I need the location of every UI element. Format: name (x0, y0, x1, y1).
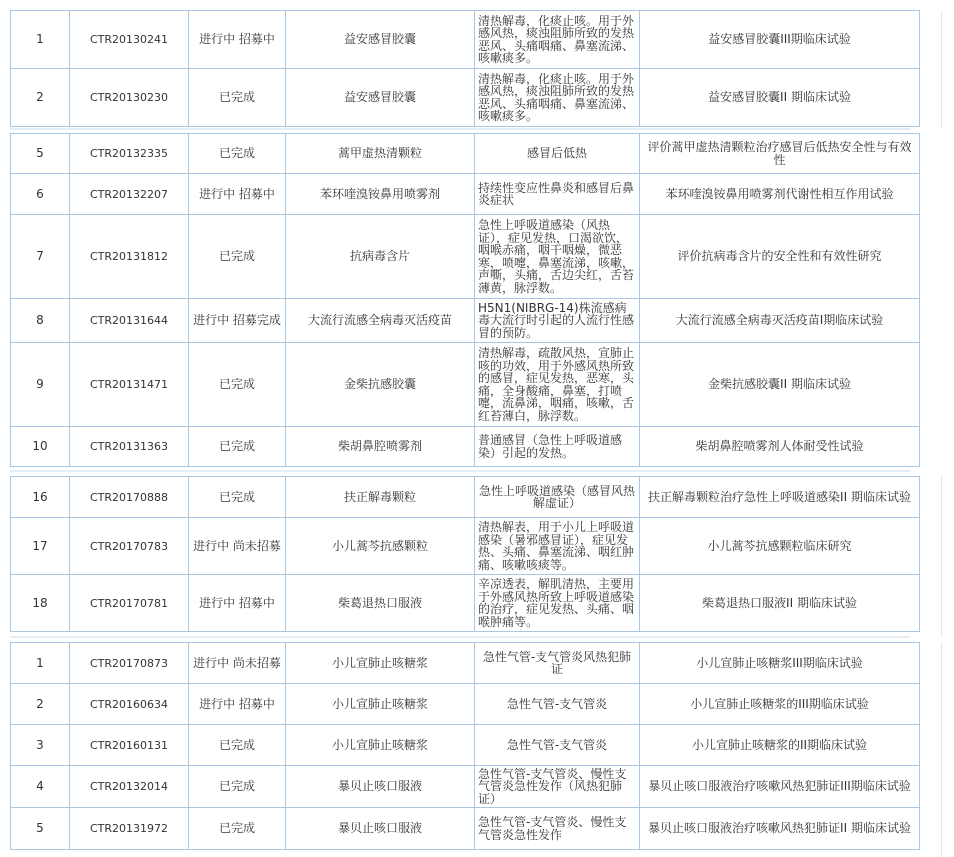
drug-name: 扶正解毒颗粒 (286, 477, 475, 518)
trial-table-group-3 (10, 476, 920, 632)
trial-title: 暴贝止咳口服液治疗咳嗽风热犯肺证III期临床试验 (640, 766, 920, 808)
trial-title: 大流行流感全病毒灭活疫苗I期临床试验 (640, 299, 920, 343)
trial-title: 金柴抗感胶囊II 期临床试验 (640, 343, 920, 427)
indication: 清热解毒，化痰止咳。用于外感风热，痰浊阻肺所致的发热恶风、头痛咽痛、鼻塞流涕、咳嗽痰多。 (475, 11, 640, 69)
registration-code: CTR20131644 (70, 299, 189, 343)
trial-status: 已完成 (189, 215, 286, 299)
indication: 清热解表，用于小儿上呼吸道感染（暑邪感冒证），症见发热、头痛、鼻塞流涕、咽红肿痛、咳嗽咳痰等。 (475, 518, 640, 575)
table-row (11, 684, 920, 725)
trial-status: 已完成 (189, 725, 286, 766)
trial-title: 益安感冒胶囊II 期临床试验 (640, 69, 920, 127)
trial-status: 进行中 招募中 (189, 684, 286, 725)
table-row (11, 69, 920, 127)
table-row (11, 299, 920, 343)
trial-title: 小儿宣肺止咳糖浆III期临床试验 (640, 643, 920, 684)
indication: H5N1(NIBRG-14)株流感病毒大流行时引起的人流行性感冒的预防。 (475, 299, 640, 343)
trial-title: 小儿蒿芩抗感颗粒临床研究 (640, 518, 920, 575)
drug-name: 暴贝止咳口服液 (286, 808, 475, 850)
registration-code: CTR20131363 (70, 427, 189, 467)
table-row (11, 215, 920, 299)
trial-title: 评价蒿甲虚热清颗粒治疗感冒后低热安全性与有效性 (640, 134, 920, 174)
trial-title: 柴葛退热口服液II 期临床试验 (640, 575, 920, 632)
registration-code: CTR20132207 (70, 174, 189, 215)
trial-table-group-4 (10, 642, 920, 850)
indication: 急性气管-支气管炎、慢性支气管炎急性发作 (475, 808, 640, 850)
table-row (11, 725, 920, 766)
registration-code: CTR20160131 (70, 725, 189, 766)
row-number: 4 (11, 766, 70, 808)
table-row (11, 11, 920, 69)
registration-code: CTR20131812 (70, 215, 189, 299)
drug-name: 苯环喹溴铵鼻用喷雾剂 (286, 174, 475, 215)
trial-status: 进行中 招募完成 (189, 299, 286, 343)
row-number: 6 (11, 174, 70, 215)
trial-title: 评价抗病毒含片的安全性和有效性研究 (640, 215, 920, 299)
indication: 急性气管-支气管炎风热犯肺证 (475, 643, 640, 684)
table-row (11, 575, 920, 632)
trial-status: 已完成 (189, 477, 286, 518)
indication: 辛凉透表，解肌清热，主要用于外感风热所致上呼吸道感染的治疗，症见发热、头痛、咽喉肿痛等。 (475, 575, 640, 632)
drug-name: 益安感冒胶囊 (286, 11, 475, 69)
drug-name: 小儿宣肺止咳糖浆 (286, 725, 475, 766)
registration-code: CTR20130241 (70, 11, 189, 69)
indication: 急性气管-支气管炎 (475, 725, 640, 766)
row-number: 1 (11, 643, 70, 684)
trial-status: 进行中 尚未招募 (189, 643, 286, 684)
drug-name: 大流行流感全病毒灭活疫苗 (286, 299, 475, 343)
trial-title: 扶正解毒颗粒治疗急性上呼吸道感染II 期临床试验 (640, 477, 920, 518)
row-number: 17 (11, 518, 70, 575)
table-row (11, 477, 920, 518)
drug-name: 益安感冒胶囊 (286, 69, 475, 127)
row-number: 3 (11, 725, 70, 766)
row-number: 5 (11, 134, 70, 174)
trial-title: 暴贝止咳口服液治疗咳嗽风热犯肺证II 期临床试验 (640, 808, 920, 850)
row-number: 16 (11, 477, 70, 518)
table-row (11, 766, 920, 808)
indication: 清热解毒，疏散风热，宣肺止咳的功效，用于外感风热所致的感冒，症见发热，恶寒，头痛，全身酸痛，鼻塞，打喷嚏，流鼻涕，咽痛，咳嗽，舌红苔薄白，脉浮数。 (475, 343, 640, 427)
table-row (11, 808, 920, 850)
section-divider (10, 128, 910, 130)
table-row (11, 343, 920, 427)
registration-code: CTR20132014 (70, 766, 189, 808)
registration-code: CTR20170781 (70, 575, 189, 632)
trial-title: 小儿宣肺止咳糖浆的III期临床试验 (640, 684, 920, 725)
row-number: 1 (11, 11, 70, 69)
trial-status: 已完成 (189, 343, 286, 427)
registration-code: CTR20160634 (70, 684, 189, 725)
row-number: 2 (11, 69, 70, 127)
trial-title: 益安感冒胶囊III期临床试验 (640, 11, 920, 69)
row-number: 2 (11, 684, 70, 725)
trial-status: 已完成 (189, 427, 286, 467)
section-divider (10, 636, 910, 638)
page-edge-rule (941, 476, 942, 636)
registration-code: CTR20131972 (70, 808, 189, 850)
table-row (11, 134, 920, 174)
trial-status: 已完成 (189, 808, 286, 850)
trial-status: 进行中 尚未招募 (189, 518, 286, 575)
indication: 清热解毒，化痰止咳。用于外感风热，痰浊阻肺所致的发热恶风、头痛咽痛、鼻塞流涕、咳嗽痰多。 (475, 69, 640, 127)
row-number: 18 (11, 575, 70, 632)
row-number: 7 (11, 215, 70, 299)
trial-table-group-1 (10, 10, 920, 127)
drug-name: 蒿甲虚热清颗粒 (286, 134, 475, 174)
row-number: 9 (11, 343, 70, 427)
trial-title: 苯环喹溴铵鼻用喷雾剂代谢性相互作用试验 (640, 174, 920, 215)
drug-name: 小儿蒿芩抗感颗粒 (286, 518, 475, 575)
row-number: 5 (11, 808, 70, 850)
registration-code: CTR20170783 (70, 518, 189, 575)
registration-code: CTR20170888 (70, 477, 189, 518)
registration-code: CTR20170873 (70, 643, 189, 684)
trial-title: 小儿宣肺止咳糖浆的II期临床试验 (640, 725, 920, 766)
trial-status: 进行中 招募中 (189, 11, 286, 69)
page-edge-rule (941, 12, 942, 128)
section-divider (10, 470, 910, 472)
trial-status: 已完成 (189, 766, 286, 808)
indication: 急性气管-支气管炎、慢性支气管炎急性发作（风热犯肺证） (475, 766, 640, 808)
drug-name: 金柴抗感胶囊 (286, 343, 475, 427)
drug-name: 抗病毒含片 (286, 215, 475, 299)
drug-name: 柴胡鼻腔喷雾剂 (286, 427, 475, 467)
row-number: 8 (11, 299, 70, 343)
table-row (11, 643, 920, 684)
drug-name: 柴葛退热口服液 (286, 575, 475, 632)
page-edge-rule (941, 642, 942, 857)
indication: 急性上呼吸道感染（风热证），症见发热，口渴欲饮，咽喉赤痛，咽干咽燥，微恶寒，喷嚏，鼻塞流涕，咳嗽，声嘶，头痛，舌边尖红，舌苔薄黄，脉浮数。 (475, 215, 640, 299)
drug-name: 暴贝止咳口服液 (286, 766, 475, 808)
indication: 急性气管-支气管炎 (475, 684, 640, 725)
indication: 感冒后低热 (475, 134, 640, 174)
indication: 普通感冒（急性上呼吸道感染）引起的发热。 (475, 427, 640, 467)
indication: 急性上呼吸道感染（感冒风热解虚证） (475, 477, 640, 518)
drug-name: 小儿宣肺止咳糖浆 (286, 643, 475, 684)
row-number: 10 (11, 427, 70, 467)
table-row (11, 427, 920, 467)
trial-status: 已完成 (189, 134, 286, 174)
registration-code: CTR20131471 (70, 343, 189, 427)
trial-title: 柴胡鼻腔喷雾剂人体耐受性试验 (640, 427, 920, 467)
drug-name: 小儿宣肺止咳糖浆 (286, 684, 475, 725)
table-row (11, 518, 920, 575)
table-row (11, 174, 920, 215)
registration-code: CTR20132335 (70, 134, 189, 174)
trial-status: 进行中 招募中 (189, 575, 286, 632)
trial-table-group-2 (10, 133, 920, 467)
registration-code: CTR20130230 (70, 69, 189, 127)
trial-status: 进行中 招募中 (189, 174, 286, 215)
trial-status: 已完成 (189, 69, 286, 127)
indication: 持续性变应性鼻炎和感冒后鼻炎症状 (475, 174, 640, 215)
